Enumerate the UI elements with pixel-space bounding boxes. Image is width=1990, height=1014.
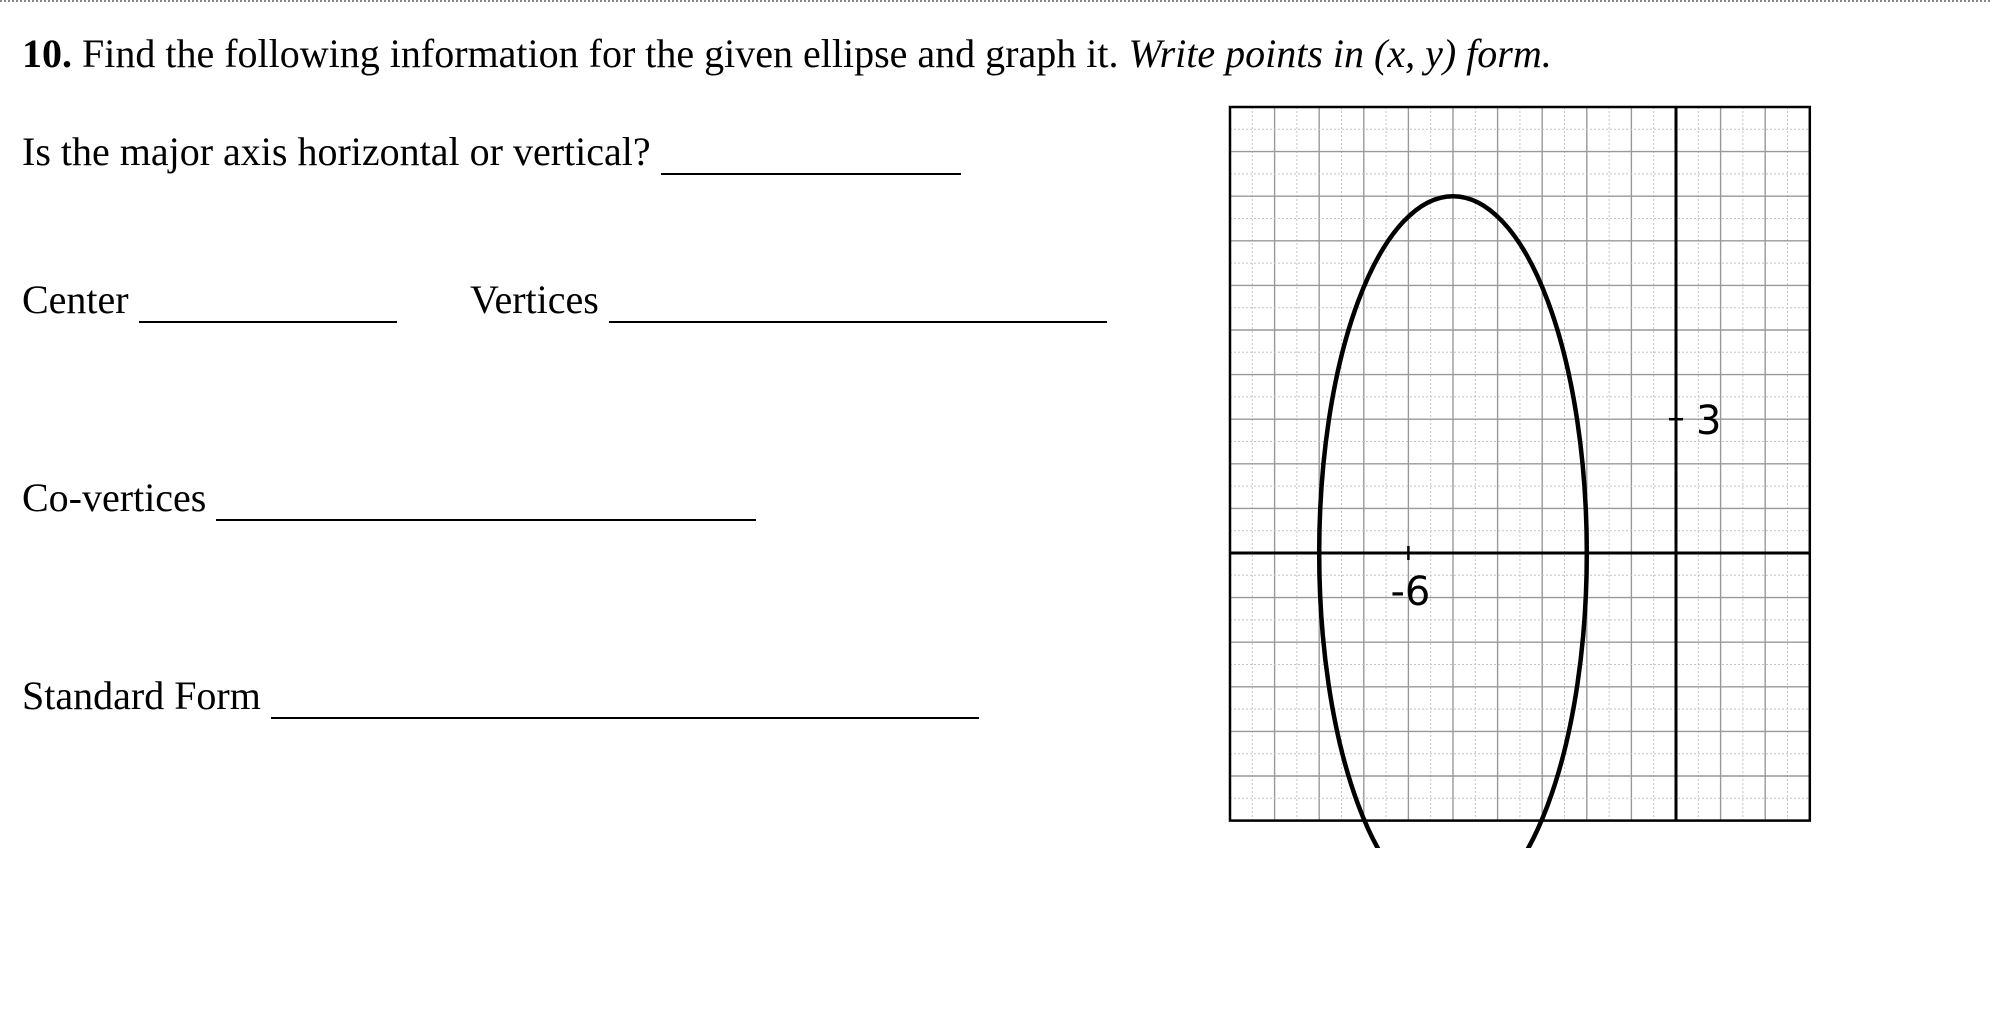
question-number: 10.	[22, 31, 72, 76]
standard-form-answer-blank[interactable]	[271, 677, 979, 719]
major-axis-field	[22, 128, 961, 175]
center-field	[22, 276, 397, 323]
center-answer-blank[interactable]	[139, 281, 397, 323]
y-axis-tick-label: 3	[1696, 398, 1722, 445]
co-vertices-field	[22, 474, 756, 521]
major-axis-label: Is the major axis horizontal or vertical?	[22, 129, 651, 174]
x-axis-tick-label: -6	[1390, 569, 1431, 615]
top-rule	[0, 0, 1990, 2]
co-vertices-label: Co-vertices	[22, 475, 207, 520]
question-prompt	[22, 30, 1552, 77]
question-instruction: Write points in (x, y) form.	[1128, 31, 1552, 76]
center-label: Center	[22, 277, 129, 322]
standard-form-field	[22, 672, 979, 719]
vertices-answer-blank[interactable]	[609, 281, 1107, 323]
tick-label-layer	[1390, 398, 1721, 615]
question-text: Find the following information for the given ellipse and graph it.	[72, 31, 1129, 76]
coordinate-graph[interactable]	[1226, 103, 1816, 848]
vertices-field	[470, 276, 1107, 323]
co-vertices-answer-blank[interactable]	[216, 479, 756, 521]
vertices-label: Vertices	[470, 277, 599, 322]
major-axis-answer-blank[interactable]	[661, 133, 961, 175]
standard-form-label: Standard Form	[22, 673, 261, 718]
graph-grid	[1230, 107, 1810, 821]
